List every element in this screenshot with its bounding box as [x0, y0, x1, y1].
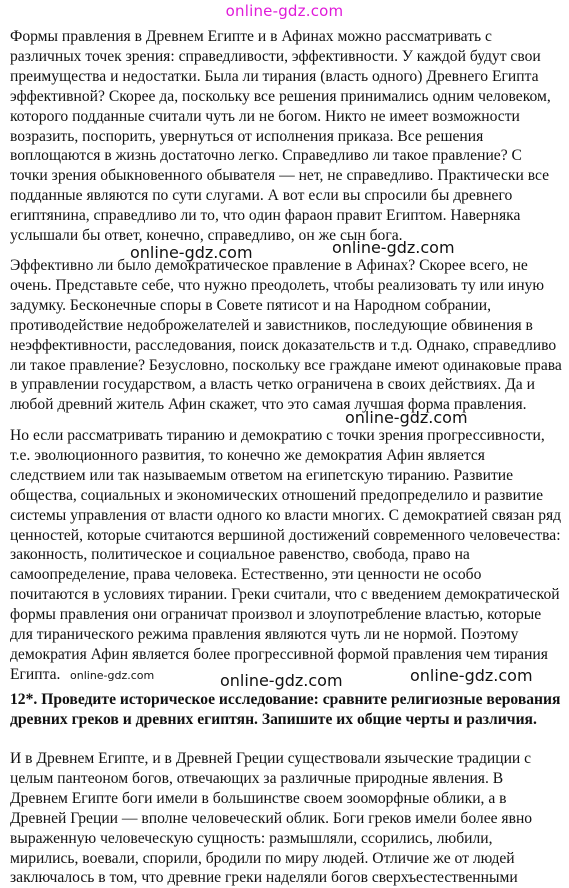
watermark-top: online-gdz.com: [225, 2, 344, 20]
watermark: online-gdz.com: [70, 669, 155, 682]
watermark: online-gdz.com: [345, 408, 468, 427]
paragraph-2: Эффективно ли было демократическое правление в Афинах? Скорее всего, не очень. Представьте себе, что нужно преодолеть, чтобы реализовать ту или иную задумку. Бесконечные споры в Совете пятисот и на Народном собрании, противодействие недоброжелателей и завистников, последующие обвинения в неэффективности, расследования, поиск доказательств и т.д. Однако, справедливо ли такое правление? Безусловно, поскольку все граждане имеют одинаковые права в управлении государством, а власть четко ограничена в своих действиях. Да и любой древний житель Афин скажет, что это самая лучшая форма правления.: [10, 257, 562, 414]
question-heading: 12*. Проведите историческое исследование: сравните религиозные верования древних греков и древних египтян. Запишите их общие черты и различия.: [10, 691, 561, 728]
watermark: online-gdz.com: [332, 238, 455, 257]
watermark: online-gdz.com: [130, 243, 253, 262]
watermark: online-gdz.com: [220, 671, 343, 690]
paragraph-3: Но если рассматривать тиранию и демократию с точки зрения прогрессивности, т.е. эволюционного развития, то конечно же демократия Афин является следствием или так называемым ответом на египетскую тиранию. Развитие общества, социальных и экономических отношений предопределило и развитие системы управления от власти одного ко власти многих. С демократией связан ряд ценностей, которые считаются вершиной достижений современного человечества: законность, политическое и социальное равенство, свобода, право на самоопределение, права человека. Естественно, эти ценности не особо почитаются в условиях тирании. Греки считали, что с введением демократической формы правления они ограничат произвол и злоупотребление властью, которые для тиранического режима правления являются чуть ли не нормой. Поэтому демократия Афин является более прогрессивной формой правления чем тирания Египта.: [10, 427, 562, 683]
paragraph-4: И в Древнем Египте, и в Древней Греции существовали языческие традиции с целым пантеоном богов, отвечающих за различные природные явления. В Древнем Египте боги имели в большинстве своем зооморфные облики, а в Древней Греции — вполне человеческий облик. Боги греков имели более явно выраженную человеческую сущность: размышляли, ссорились, любили, мирились, воевали, спорили, бродили по миру людей. Отличие же от людей заключалось в том, что древние греки наделяли богов сверхъестественными: [10, 750, 533, 887]
watermark: online-gdz.com: [410, 666, 533, 685]
paragraph-1: Формы правления в Древнем Египте и в Афинах можно рассматривать с различных точек зрения: справедливости, эффективности. У каждой будут свои преимущества и недостатки. Была ли тирания (власть одного) Древнего Египта эффективной? Скорее да, поскольку все решения принимались одним человеком, которого подданные считали чуть ли не богом. Никто не имеет возможности возразить, поспорить, увернуться от исполнения приказа. Все решения воплощаются в жизнь достаточно легко. Справедливо ли такое правление? С точки зрения обыкновенного обывателя — нет, не справедливо. Практически все подданные являются по сути слугами. А вот если вы спросили бы древнего египтянина, справедливо ли то, что один фараон правит Египтом. Наверняка услышали бы ответ, конечно, справедливо, он же сын бога.: [10, 28, 551, 245]
